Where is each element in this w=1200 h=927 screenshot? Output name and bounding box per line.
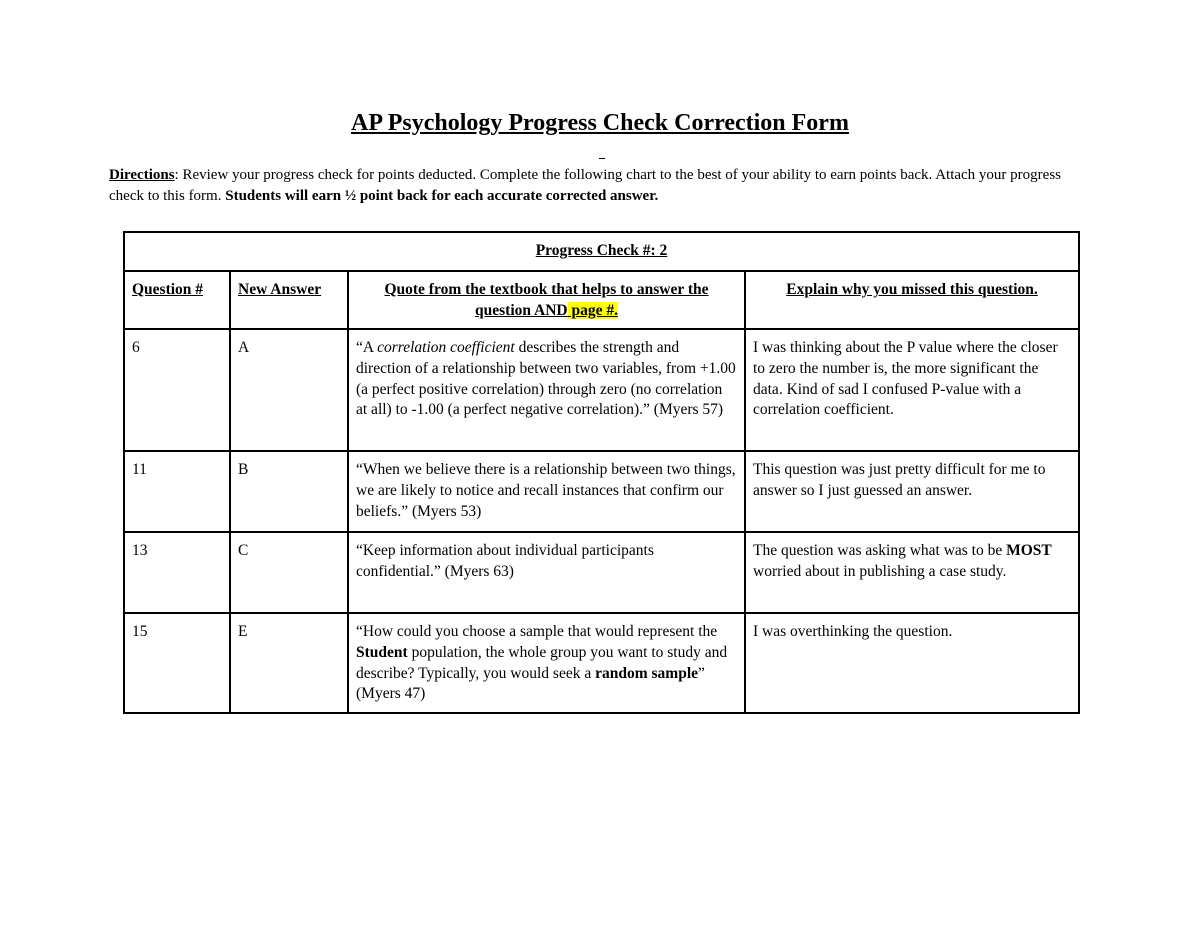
- directions-text: Review your progress check for points deducted. Complete the following chart to the best of your ability to earn points back. Attach your progress check to this form.: [109, 167, 1062, 204]
- table-header-row: [124, 232, 1079, 271]
- directions-label: Directions: [109, 167, 175, 183]
- question-number-cell: 13: [124, 532, 230, 613]
- column-header-question: Question #: [124, 271, 230, 329]
- stray-dash-mark: [599, 158, 605, 159]
- column-header-quote: [348, 271, 745, 329]
- progress-check-header: Progress Check #: 2: [124, 232, 1079, 271]
- quote-part-3: ” (Myers 47): [356, 664, 705, 703]
- quote-italic-term: correlation coefficient: [377, 339, 515, 356]
- column-header-row: [124, 271, 1079, 329]
- directions-paragraph: [109, 165, 1084, 207]
- correction-table: [123, 231, 1080, 714]
- new-answer-cell: E: [230, 613, 348, 713]
- directions-emphasis: Students will earn ½ point back for each accurate corrected answer.: [225, 188, 659, 204]
- quote-open: “A: [356, 339, 378, 356]
- column-header-explain: Explain why you missed this question.: [745, 271, 1079, 329]
- table-row: [124, 532, 1079, 613]
- explanation-cell: I was thinking about the P value where the closer to zero the number is, the more significant the data. Kind of sad I confused P-value with a correlation coefficient.: [745, 329, 1079, 451]
- quote-rest: describes the strength and direction of a relationship between two variables, from +1.00 (a perfect positive correlation) through zero (no correlation at all) to -1.00 (a perfect negative correlation).” (Myers 57): [356, 339, 736, 419]
- table-row: [124, 613, 1079, 713]
- new-answer-cell: B: [230, 451, 348, 532]
- quote-cell: “Keep information about individual participants confidential.” (Myers 63): [348, 532, 745, 613]
- new-answer-cell: A: [230, 329, 348, 451]
- quote-header-text: Quote from the textbook that helps to answer the question AND: [384, 281, 709, 319]
- question-number-cell: 6: [124, 329, 230, 451]
- quote-cell: [348, 613, 745, 713]
- new-answer-cell: C: [230, 532, 348, 613]
- table-row: [124, 451, 1079, 532]
- quote-cell: “When we believe there is a relationship between two things, we are likely to notice and recall instances that confirm our beliefs.” (Myers 53): [348, 451, 745, 532]
- explanation-bold: MOST: [1006, 542, 1052, 559]
- quote-bold-student: Student: [356, 643, 408, 661]
- directions-colon: :: [174, 167, 179, 183]
- question-number-cell: 11: [124, 451, 230, 532]
- page-title: AP Psychology Progress Check Correction Form: [351, 110, 849, 136]
- explanation-after: worried about in publishing a case study.: [753, 562, 1007, 580]
- quote-part-1: “How could you choose a sample that would represent the: [356, 623, 718, 640]
- question-number-cell: 15: [124, 613, 230, 713]
- table-row: [124, 329, 1079, 451]
- quote-cell: [348, 329, 745, 451]
- explanation-cell: I was overthinking the question.: [745, 613, 1079, 713]
- explanation-cell: [745, 532, 1079, 613]
- quote-header-highlight: page #.: [567, 301, 618, 319]
- quote-bold-random-sample: random sample: [595, 664, 699, 682]
- column-header-new-answer: New Answer: [230, 271, 348, 329]
- quote-part-2: population, the whole group you want to study and describe? Typically, you would seek a: [356, 643, 728, 682]
- explanation-before: The question was asking what was to be: [753, 542, 1007, 559]
- explanation-cell: This question was just pretty difficult for me to answer so I just guessed an answer.: [745, 451, 1079, 532]
